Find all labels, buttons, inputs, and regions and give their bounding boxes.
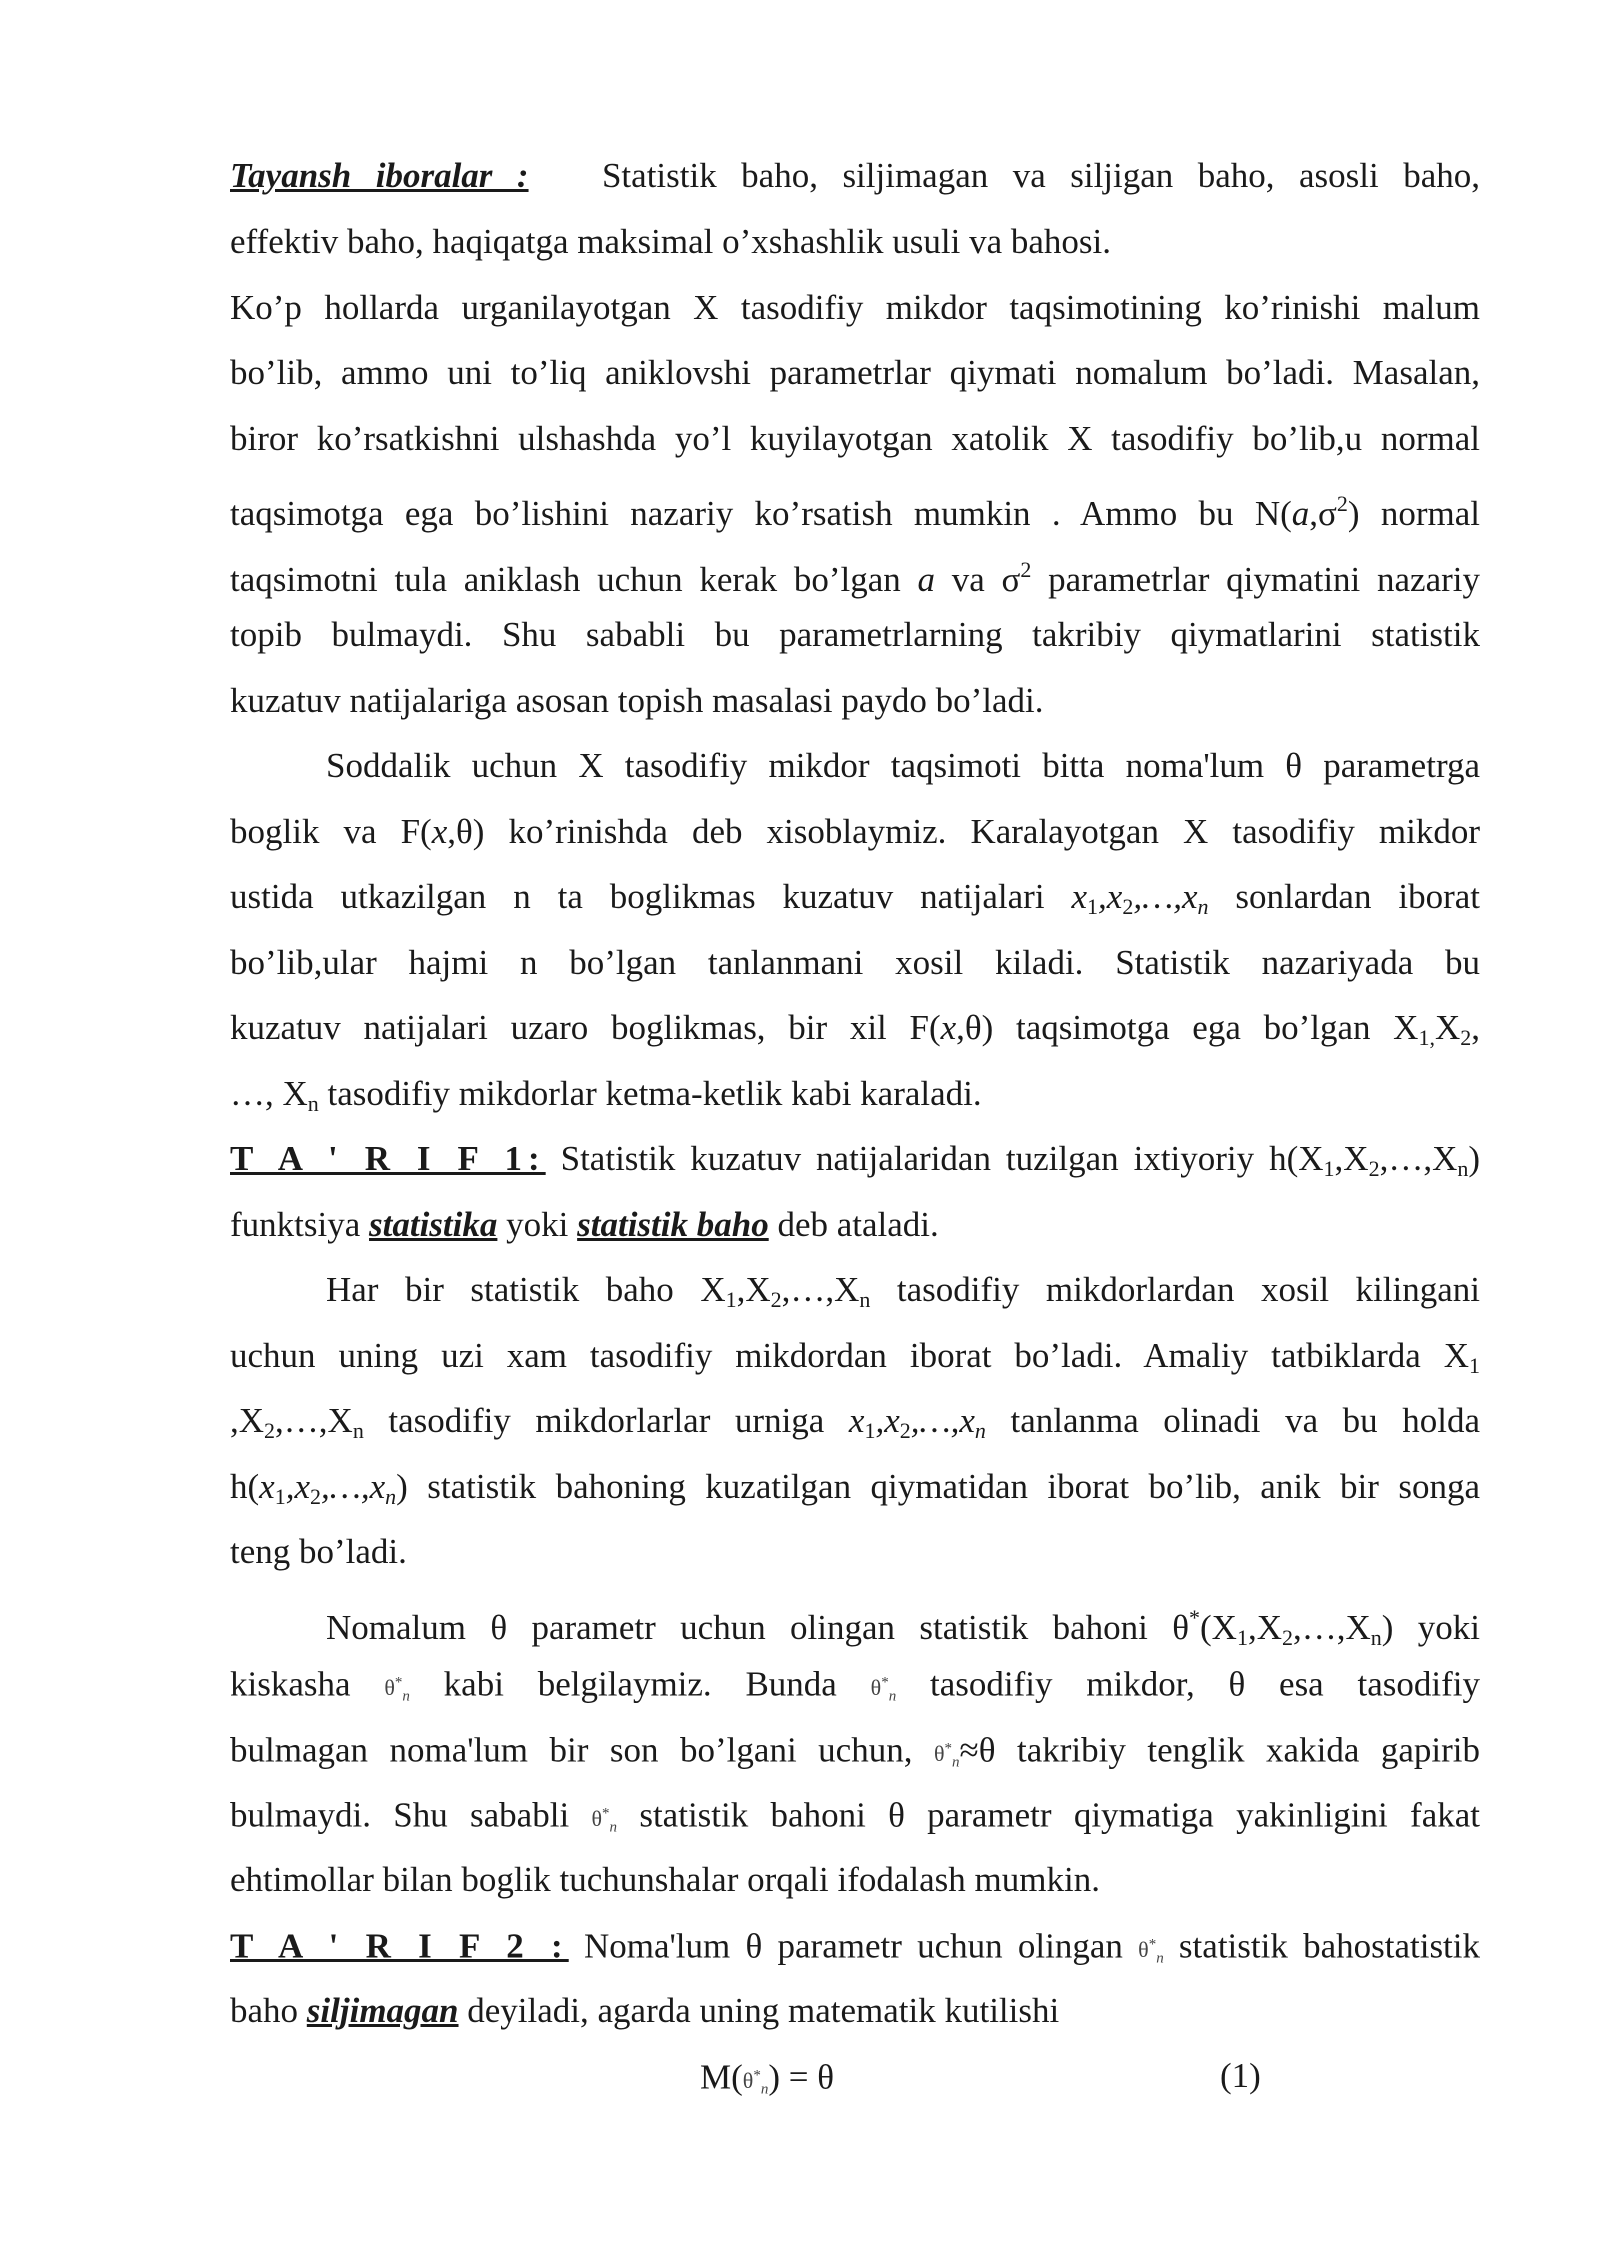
paragraph-line: Har bir statistik baho $X_1,X_2,\dots,X_n$ tasodifiy mikdorlardan xosil kilingani <box>326 1270 1480 1312</box>
theta-n-star-symbol: $\theta^*_n$ <box>384 1675 410 1705</box>
paragraph-line: topib bulmaydi. Shu sababli bu parametrlarning takribiy qiymatlarini statistik <box>230 615 1480 654</box>
definition-2-label: T A ' R I F 2 : <box>230 1926 569 1966</box>
paragraph-line: bo’lib, ammo uni to’liq aniklovshi parametrlar qiymati nomalum bo’ladi. Masalan, <box>230 353 1480 392</box>
theta-n-star-symbol: $\theta^*_n$ <box>591 1806 618 1836</box>
paragraph-line: bo’lib,ular hajmi n bo’lgan tanlanmani xosil kiladi. Statistik nazariyada bu <box>230 943 1480 982</box>
paragraph-line: boglik va F(x,θ) ko’rinishda deb xisoblaymiz. Karalayotgan X tasodifiy mikdor <box>230 812 1480 851</box>
paragraph-line: …, $X_n$ tasodifiy mikdorlar ketma-ketlik kabi karaladi. <box>230 1074 982 1116</box>
paragraph-line: kuzatuv natijalari uzaro boglikmas, bir xil F(x,θ) taqsimotga ega bo’lgan $X_{1,}X_2$, <box>230 1008 1480 1050</box>
paragraph-line: bulmaydi. Shu sababli $\theta^*_n$ statistik bahoni θ parametr qiymatiga yakinligini fakat <box>230 1795 1481 1836</box>
paragraph-line: taqsimotni tula aniklash uchun kerak bo’lgan a va $\sigma^2$ parametrlar qiymatini nazariy <box>230 557 1480 599</box>
paragraph-line: ehtimollar bilan boglik tuchunshalar orqali ifodalash mumkin. <box>230 1860 1100 1899</box>
paragraph-line: Soddalik uchun X tasodifiy mikdor taqsimoti bitta noma'lum θ parametrga <box>326 746 1480 785</box>
definition-2-line: baho siljimagan deyiladi, agarda uning matematik kutilishi <box>230 1991 1060 2030</box>
paragraph-line: kiskasha $\theta^*_n$ kabi belgilaymiz. Bunda $\theta^*_n$ tasodifiy mikdor, θ esa tasodifiy <box>230 1664 1480 1705</box>
paragraph-line: ustida utkazilgan n ta boglikmas kuzatuv natijalari $x_1,x_2,\dots,x_n$ sonlardan iborat <box>230 877 1481 919</box>
paragraph-line: taqsimotga ega bo’lishini nazariy ko’rsatish mumkin . Ammo bu $N(a,\sigma^2)$ normal <box>230 491 1480 533</box>
paragraph-line: kuzatuv natijalariga asosan topish masalasi paydo bo’ladi. <box>230 681 1044 720</box>
definition-2-line: T A ' R I F 2 : Noma'lum θ parametr uchun olingan $\theta^*_n$ statistik bahostatistik <box>230 1926 1481 1967</box>
term-statistika: statistika <box>369 1205 498 1244</box>
formula-number: (1) <box>1220 2056 1261 2095</box>
keywords-label: Tayansh iboralar : <box>230 156 529 195</box>
formula: $M(\theta^*_n) = \theta$ <box>700 2057 834 2098</box>
paragraph-line: bulmagan noma'lum bir son bo’lgani uchun, $\theta^*_n\approx\theta$ takribiy tenglik xakida gapirib <box>230 1730 1480 1771</box>
theta-n-star-symbol: $\theta^*_n$ <box>933 1741 960 1771</box>
paragraph-line: biror ko’rsatkishni ulshashda yo’l kuyilayotgan xatolik X tasodifiy bo’lib,u normal <box>230 419 1480 458</box>
definition-1-line: T A ' R I F 1: Statistik kuzatuv natijalaridan tuzilgan ixtiyoriy $h(X_1,X_2,\dots,X_n)$ <box>230 1139 1480 1181</box>
paragraph-line: Ko’p hollarda urganilayotgan X tasodifiy mikdor taqsimotining ko’rinishi malum <box>230 288 1480 327</box>
definition-1-label: T A ' R I F 1: <box>230 1139 546 1178</box>
theta-n-star-symbol: $\theta^*_n$ <box>1138 1937 1164 1967</box>
paragraph-line: uchun uning uzi xam tasodifiy mikdordan iborat bo’ladi. Amaliy tatbiklarda $X_1$ <box>230 1336 1480 1378</box>
paragraph-line: $h(x_1,x_2,\dots,x_n)$ statistik bahoning kuzatilgan qiymatidan iborat bo’lib, anik bir songa <box>230 1467 1480 1509</box>
paragraph-line: Nomalum θ parametr uchun olingan statistik bahoni $\theta^*(X_1,X_2,\dots,X_n)$ yoki <box>326 1605 1480 1650</box>
keywords-line-2: effektiv baho, haqiqatga maksimal o’xshashlik usuli va bahosi. <box>230 222 1111 261</box>
keywords-line <box>230 143 1480 209</box>
term-statistik-baho: statistik baho <box>577 1205 769 1244</box>
theta-n-star-symbol: $\theta^*_n$ <box>870 1675 897 1705</box>
paragraph-line: $,X_2,\dots,X_n$ tasodifiy mikdorlarlar urniga $x_1,x_2,\dots,x_n$ tanlanma olinadi va bu holda <box>230 1401 1480 1443</box>
definition-1-line: funktsiya statistika yoki statistik baho deb ataladi. <box>230 1205 939 1244</box>
paragraph-line: teng bo’ladi. <box>230 1532 407 1571</box>
keywords-text: Statistik baho, siljimagan va siljigan baho, asosli baho, <box>601 156 1480 195</box>
term-siljimagan: siljimagan <box>306 1991 459 2030</box>
theta-n-star-symbol: $\theta^*_n$ <box>742 2068 769 2098</box>
